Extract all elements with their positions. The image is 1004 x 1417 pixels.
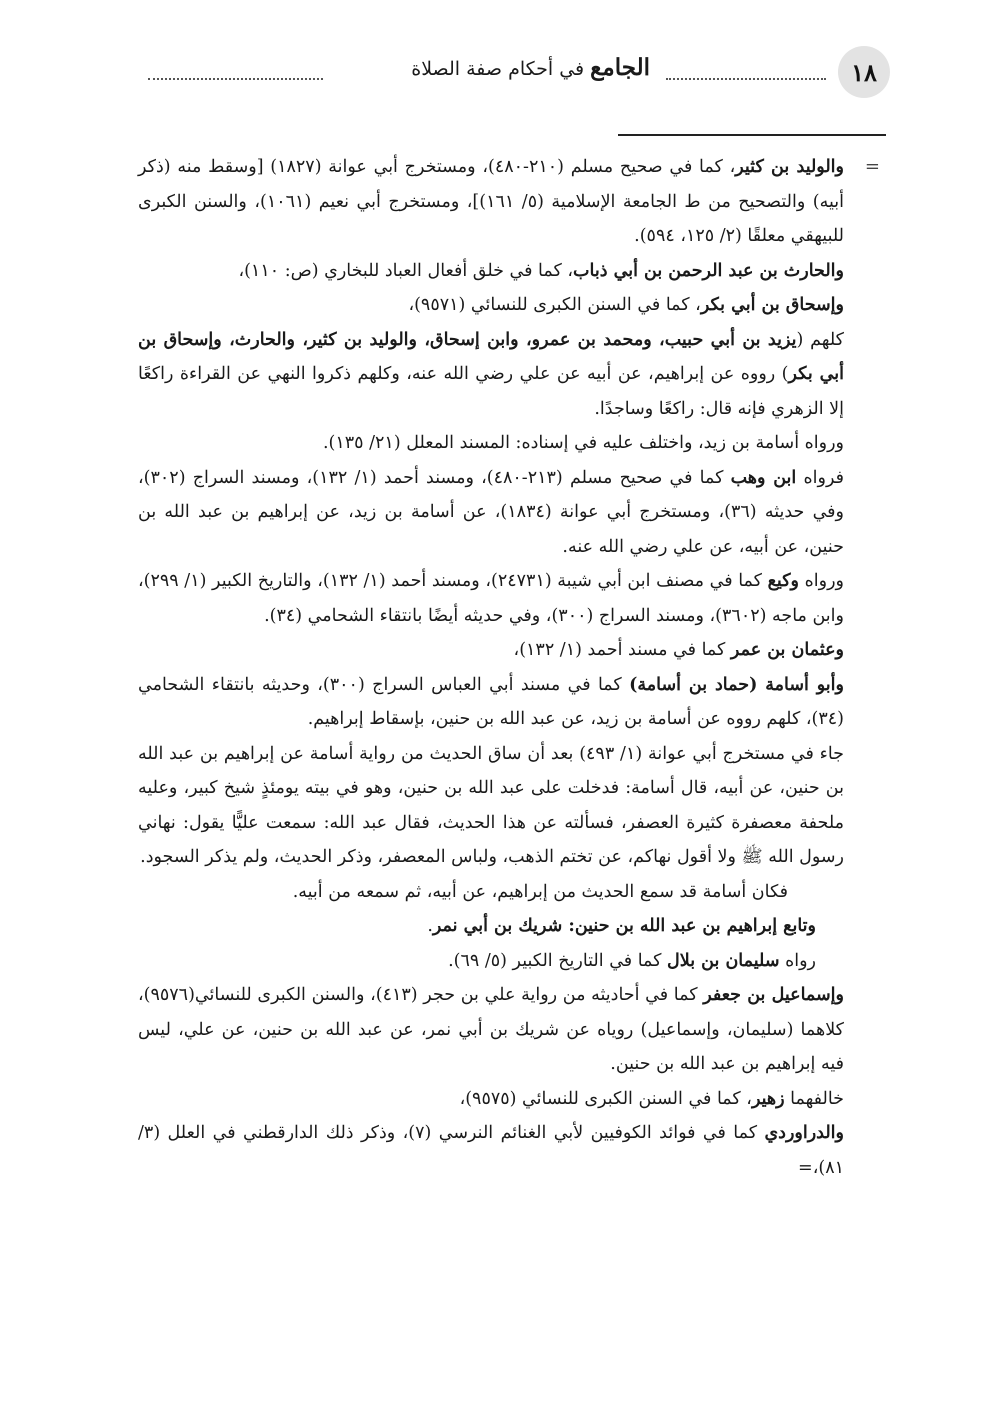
paragraph (138, 909, 844, 944)
paragraph-prefix: رواه (779, 950, 816, 971)
header-dots-right (666, 58, 826, 80)
paragraph-text: كما في مصنف ابن أبي شيبة (٢٤٧٣١)، ومسند أحمد (١/ ١٣٢)، والتاريخ الكبير (١/ ٢٩٩)، وابن ماجه (٣٦٠٢)، ومسند السراج (٣٠٠)، وفي حديثه أيضًا بانتقاء الشحامي (٣٤). (138, 571, 844, 626)
paragraph (138, 426, 844, 461)
paragraph-text: . (427, 916, 433, 936)
paragraph-text: كما في التاريخ الكبير (٥/ ٦٩). (448, 950, 668, 971)
continuation-mark: = (864, 156, 880, 177)
narrator-name: زهير (751, 1088, 785, 1109)
paragraph-text: كما في صحيح مسلم (٢١٣-٤٨٠)، ومسند أحمد (١/ ١٣٢)، ومسند السراج (٣٠٢)، وفي حديثه (٣٦)، ومستخرج أبي عوانة (١٨٣٤)، عن أسامة بن زيد، عن إبراهيم بن عبد الله بن حنين، عن أبيه، عن علي رضي الله عنه. (138, 467, 844, 557)
narrator-name: والوليد بن كثير (735, 157, 844, 177)
narrator-name: ابن وهب (730, 467, 797, 488)
narrator-name: والدراوردي (764, 1123, 844, 1143)
paragraph (138, 461, 844, 565)
paragraph-text: ، كما في السنن الكبرى للنسائي (٩٥٧١)، (408, 295, 701, 315)
narrator-name: وإسحاق بن أبي بكر (700, 295, 844, 315)
narrator-name: وإسماعيل بن جعفر (703, 985, 844, 1005)
paragraph (138, 1116, 844, 1185)
book-title-rest: في أحكام صفة الصلاة (411, 58, 585, 80)
narrator-name: وكيع (767, 571, 799, 591)
paragraph-prefix: ورواه (798, 571, 844, 591)
paragraph (138, 254, 844, 289)
paragraph (138, 150, 844, 254)
narrator-name: وأبو أسامة (حماد بن أسامة) (629, 674, 844, 695)
paragraph (138, 737, 844, 875)
header-dots-left (148, 58, 323, 80)
page-number: ١٨ (838, 46, 890, 98)
paragraph-text: كما في أحاديثه من رواية علي بن حجر (٤١٣)، والسنن الكبرى للنسائي(٩٥٧٦)، كلاهما (سليمان، وإسماعيل) روياه عن شريك بن أبي نمر، عن عبد الله بن حنين، عن علي، ليس فيه إبراهيم بن عبد الله بن حنين. (138, 985, 844, 1074)
paragraph-text: ، كما في خلق أفعال العباد للبخاري (ص: ١١٠)، (238, 260, 574, 281)
paragraph-text: كما في مسند أحمد (١/ ١٣٢)، (513, 640, 731, 660)
paragraph (138, 633, 844, 668)
paragraph-prefix: خالفهما (784, 1088, 844, 1109)
paragraph-text: ، كما في السنن الكبرى للنسائي (٩٥٧٥)، (459, 1088, 752, 1109)
paragraph-prefix: فرواه (796, 467, 844, 488)
narrator-name: يزيد بن أبي حبيب، ومحمد بن عمرو، وابن إسحاق، والوليد بن كثير، والحارث، وإسحاق بن أبي بكر (138, 329, 844, 384)
paragraph (138, 668, 844, 737)
footnote-text (138, 150, 844, 1185)
paragraph-prefix: كلهم ( (796, 329, 844, 350)
paragraph (138, 323, 844, 427)
paragraph (138, 944, 844, 979)
paragraph-text: كما في فوائد الكوفيين لأبي الغنائم النرسي (٧)، وذكر ذلك الدارقطني في العلل (٣/ ٨١)،= (138, 1123, 844, 1178)
narrator-name: وتابع إبراهيم بن عبد الله بن حنين: شريك بن أبي نمر (432, 916, 816, 936)
narrator-name: وعثمان بن عمر (730, 640, 844, 660)
book-title-main: الجامع (590, 54, 650, 81)
paragraph-text: كما في مسند أبي العباس السراج (٣٠٠)، وحديثه بانتقاء الشحامي (٣٤)، كلهم رووه عن أسامة بن زيد، عن عبد الله بن حنين، بإسقاط إبراهيم. (138, 674, 844, 729)
paragraph (138, 978, 844, 1082)
paragraph (138, 288, 844, 323)
paragraph (138, 564, 844, 633)
page-header (140, 46, 890, 98)
paragraph-text: جاء في مستخرج أبي عوانة (١/ ٤٩٣) بعد أن ساق الحديث من رواية أسامة عن إبراهيم بن عبد الله بن حنين، عن أبيه، قال أسامة: فدخلت على عبد الله بن حنين، وهو في بيته يومئذٍ شيخ كبير، وعليه ملحفة معصفرة كثيرة العصفر، فسألته عن هذا الحديث، فقال عبد الله: سمعت عليًّا يقول: نهاني رسول الله ﷺ ولا أقول نهاكم، عن تختم الذهب، ولباس المعصفر، وذكر الحديث، ولم يذكر السجود. (138, 743, 844, 867)
narrator-name: سليمان بن بلال (667, 950, 780, 971)
paragraph-text: ، كما في صحيح مسلم (٢١٠-٤٨٠)، ومستخرج أبي عوانة (١٨٢٧) [وسقط منه (ذكر أبيه) والتصحيح من ط الجامعة الإسلامية (٥/ ١٦١)]، ومستخرج أبي نعيم (١٠٦١)، والسنن الكبرى للبيهقي معلقًا (٢/ ١٢٥، ٥٩٤). (138, 157, 845, 246)
narrator-name: والحارث بن عبد الرحمن بن أبي ذباب (573, 260, 844, 281)
paragraph-text: ) رووه عن إبراهيم، عن أبيه عن علي رضي الله عنه، وكلهم ذكروا النهي عن القراءة راكعًا إلا الزهري فإنه قال: راكعًا وساجدًا. (138, 364, 844, 419)
paragraph-text: فكان أسامة قد سمع الحديث من إبراهيم، عن أبيه، ثم سمعه من أبيه. (292, 881, 788, 902)
book-title (411, 54, 650, 81)
paragraph (138, 875, 844, 910)
footnote-separator (618, 134, 886, 136)
paragraph (138, 1082, 844, 1117)
paragraph-text: ورواه أسامة بن زيد، واختلف عليه في إسناده: المسند المعلل (٢١/ ١٣٥). (322, 433, 844, 453)
